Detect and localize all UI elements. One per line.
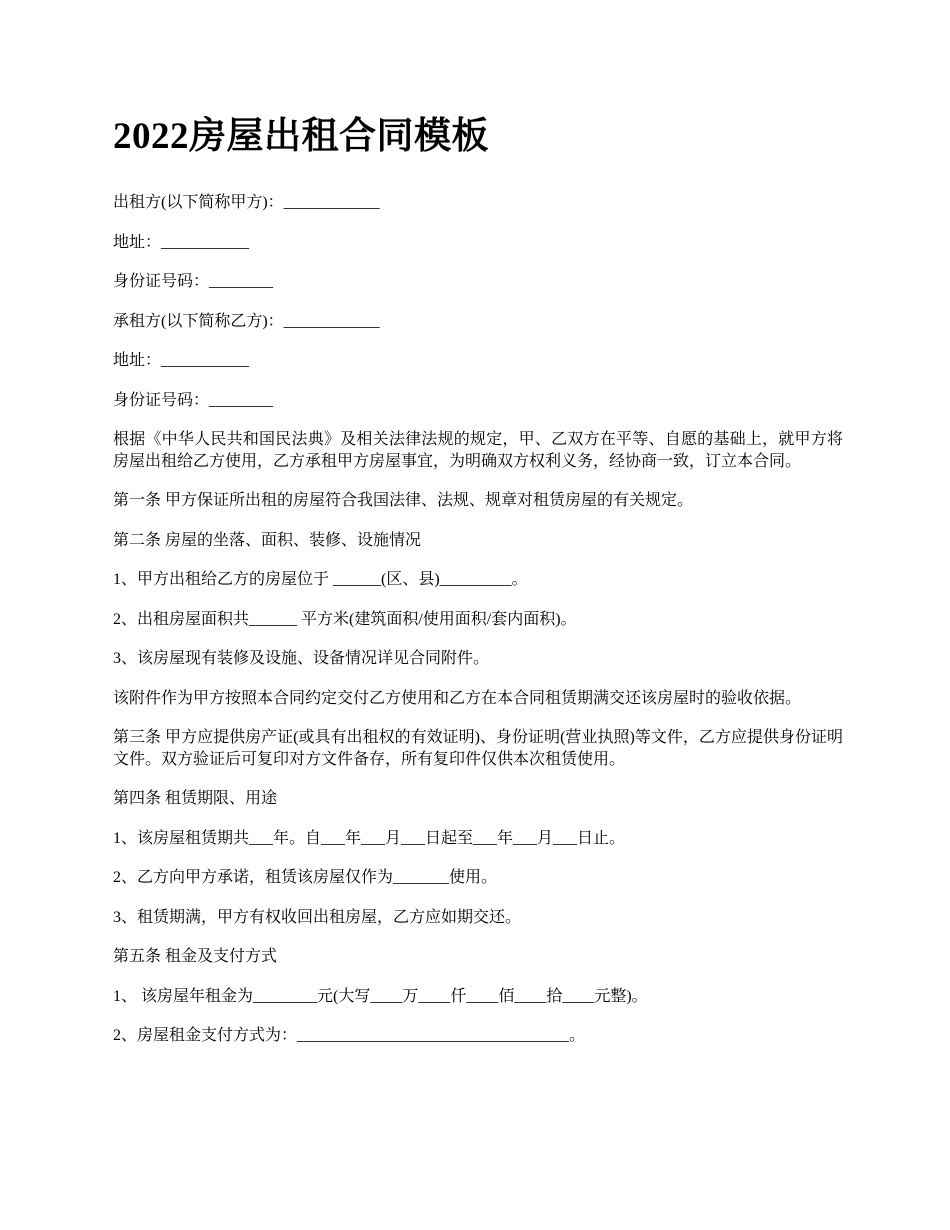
lessee-id-line: 身份证号码：________ — [113, 391, 274, 409]
article-2-attachment-note: 该附件作为甲方按照本合同约定交付乙方使用和乙方在本合同租赁期满交还该房屋时的验收依据。 — [113, 689, 802, 707]
article-4-item-1: 1、该房屋租赁期共___年。自___年___月___日起至___年___月___日止。 — [113, 829, 626, 847]
lessee-address-line: 地址：___________ — [113, 352, 250, 369]
article-5-heading: 第五条 租金及支付方式 — [113, 948, 278, 965]
lessor-id-line: 身份证号码：________ — [113, 273, 274, 290]
lessee-name-line: 承租方(以下简称乙方)：____________ — [113, 312, 380, 330]
article-2-item-2: 2、出租房屋面积共______ 平方米(建筑面积/使用面积/套内面积)。 — [113, 610, 577, 628]
lessor-address-line: 地址：___________ — [113, 233, 250, 251]
article-4-item-3: 3、租赁期满，甲方有权收回出租房屋，乙方应如期交还。 — [113, 908, 522, 926]
article-2-item-3: 3、该房屋现有装修及设施、设备情况详见合同附件。 — [113, 650, 490, 667]
article-4-item-2: 2、乙方向甲方承诺，租赁该房屋仅作为_______使用。 — [113, 869, 498, 886]
preamble-paragraph: 根据《中华人民共和国民法典》及相关法律法规的规定，甲、乙双方在平等、自愿的基础上，就甲方将房屋出租给乙方使用，乙方承租甲方房屋事宜，为明确双方权利义务，经协商一致，订立本合同。 — [113, 431, 843, 470]
article-4-heading: 第四条 租赁期限、用途 — [113, 790, 278, 807]
document-body — [113, 112, 843, 1065]
article-2-item-1: 1、甲方出租给乙方的房屋位于 ______(区、县)_________。 — [113, 571, 528, 588]
article-5-item-2: 2、房屋租金支付方式为：__________________________________。 — [113, 1027, 586, 1044]
article-1: 第一条 甲方保证所出租的房屋符合我国法律、法规、规章对租赁房屋的有关规定。 — [113, 492, 694, 509]
article-3: 第三条 甲方应提供房产证(或具有出租权的有效证明)、身份证明(营业执照)等文件，乙方应提供身份证明文件。双方验证后可复印对方文件备存，所有复印件仅供本次租赁使用。 — [113, 729, 843, 768]
document-title: 2022房屋出租合同模板 — [113, 116, 489, 157]
lessor-name-line: 出租方(以下简称甲方)：____________ — [113, 194, 380, 211]
article-5-item-1: 1、 该房屋年租金为________元(大写____万____仟____佰____拾____元整)。 — [113, 987, 648, 1005]
article-2-heading: 第二条 房屋的坐落、面积、装修、设施情况 — [113, 531, 422, 549]
